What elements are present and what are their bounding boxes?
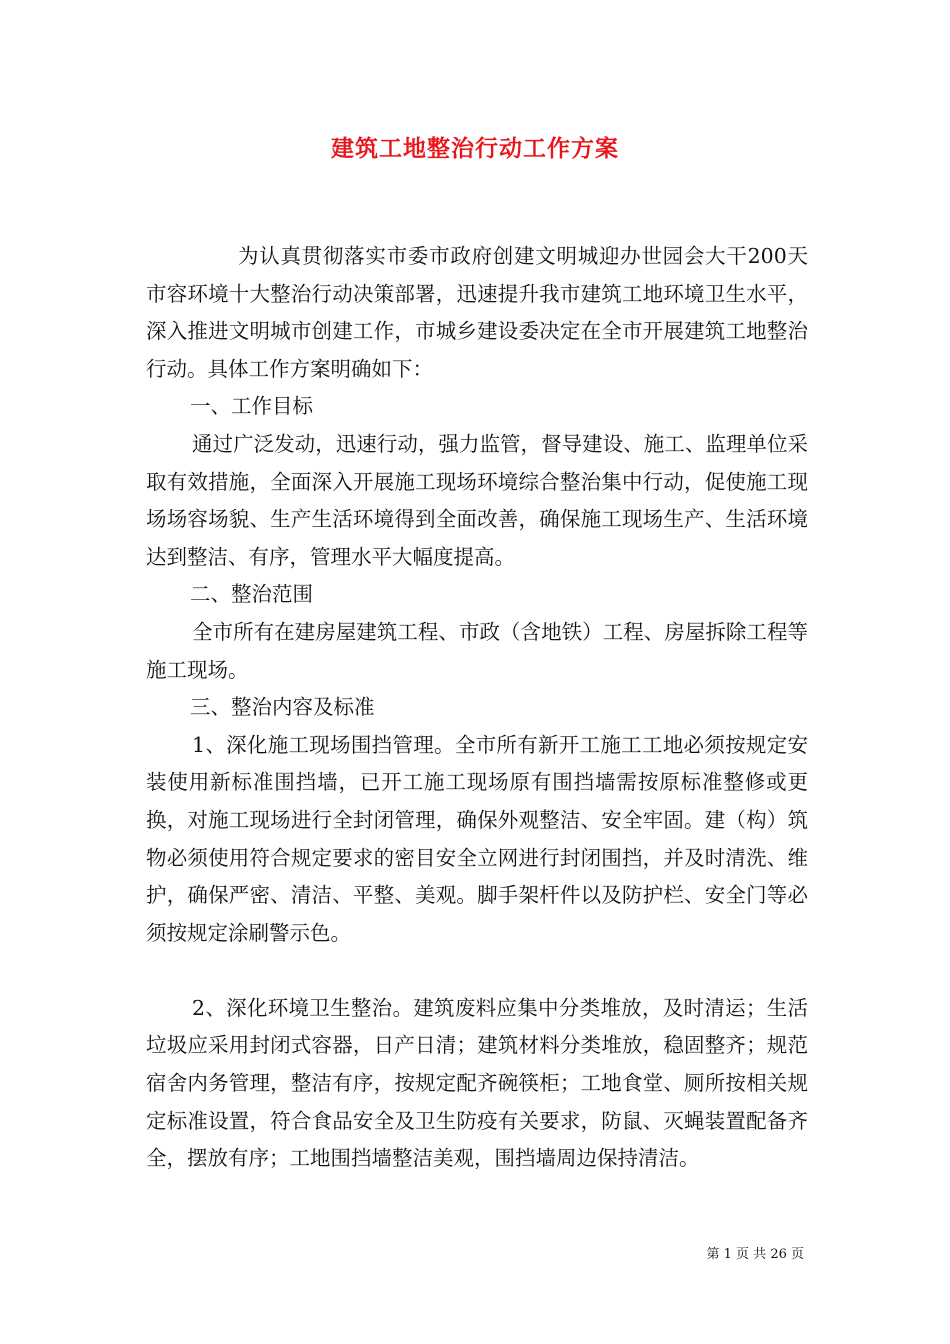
intro-paragraph: 为认真贯彻落实市委市政府创建文明城迎办世园会大干200天市容环境十大整治行动决策部署，迅速提升我市建筑工地环境卫生水平，深入推进文明城市创建工作，市城乡建设委决定在全市开展建筑工地整治行动。具体工作方案明确如下： [146, 244, 808, 381]
document-title: 建筑工地整治行动工作方案 [331, 135, 619, 162]
section-heading-goals: 一、工作目标 [190, 394, 313, 419]
document-body [146, 238, 808, 1178]
page-number: 第 1 页 共 26 页 [706, 1247, 804, 1262]
goals-paragraph: 通过广泛发动，迅速行动，强力监管，督导建设、施工、监理单位采取有效措施，全面深入开展施工现场环境综合整治集中行动，促使施工现场场容场貌、生产生活环境得到全面改善，确保施工现场生产、生活环境达到整洁、有序，管理水平大幅度提高。 [146, 431, 808, 569]
section-heading-scope: 二、整治范围 [190, 582, 313, 607]
section-heading-content: 三、整治内容及标准 [190, 695, 375, 720]
content-item-2-paragraph: 2、深化环境卫生整治。建筑废料应集中分类堆放，及时清运；生活垃圾应采用封闭式容器，日产日清；建筑材料分类堆放，稳固整齐；规范宿舍内务管理，整洁有序，按规定配齐碗筷柜；工地食堂、厕所按相关规定标准设置，符合食品安全及卫生防疫有关要求，防鼠、灭蝇装置配备齐全，摆放有序；工地围挡墙整洁美观，围挡墙周边保持清洁。 [146, 995, 808, 1171]
content-item-1-paragraph: 1、深化施工现场围挡管理。全市所有新开工施工工地必须按规定安装使用新标准围挡墙，已开工施工现场原有围挡墙需按原标准整修或更换，对施工现场进行全封闭管理，确保外观整洁、安全牢固。建（构）筑物必须使用符合规定要求的密目安全立网进行封闭围挡，并及时清洗、维护，确保严密、清洁、平整、美观。脚手架杆件以及防护栏、安全门等必须按规定涂刷警示色。 [146, 732, 808, 945]
scope-paragraph: 全市所有在建房屋建筑工程、市政（含地铁）工程、房屋拆除工程等施工现场。 [146, 619, 808, 682]
